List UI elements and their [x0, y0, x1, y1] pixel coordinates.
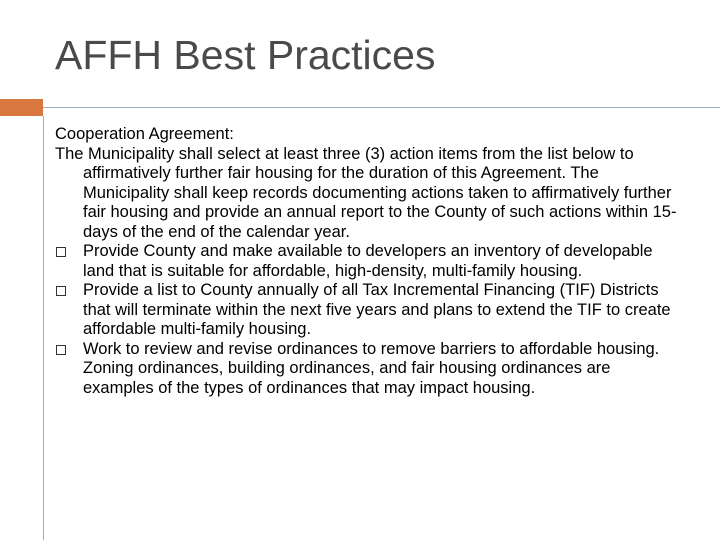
- bullet-item: [55, 242, 685, 281]
- checkbox-square-icon: [56, 345, 66, 355]
- checkbox-square-icon: [56, 247, 66, 257]
- section-heading: Cooperation Agreement:: [55, 125, 234, 143]
- bullet-text: Provide County and make available to developers an inventory of developable land that is suitable for affordable, high-density, multi-family housing.: [83, 242, 653, 280]
- bullet-text: Work to review and revise ordinances to remove barriers to affordable housing. Zoning ordinances, building ordinances, and fair housing ordinances are examples of the types of ordinances that may impact housing.: [83, 339, 660, 397]
- accent-bar: [0, 99, 43, 116]
- checkbox-square-icon: [56, 286, 66, 296]
- intro-paragraph: The Municipality shall select at least three (3) action items from the list below to affirmatively further fair housing for the duration of this Agreement. The Municipality shall keep records documenting actions taken to affirmatively further fair housing and provide an annual report to the County of such actions within 15-days of the end of the calendar year.: [55, 144, 677, 241]
- slide-title: AFFH Best Practices: [55, 32, 436, 78]
- left-border-line: [43, 116, 44, 540]
- bullet-item: [55, 281, 685, 340]
- bullet-text: Provide a list to County annually of all Tax Incremental Financing (TIF) Districts that will terminate within the next five years and plans to extend the TIF to create affordable multi-family housing.: [83, 281, 671, 338]
- slide-body: [55, 125, 685, 398]
- bullet-item: [55, 340, 685, 399]
- title-divider: [43, 107, 720, 108]
